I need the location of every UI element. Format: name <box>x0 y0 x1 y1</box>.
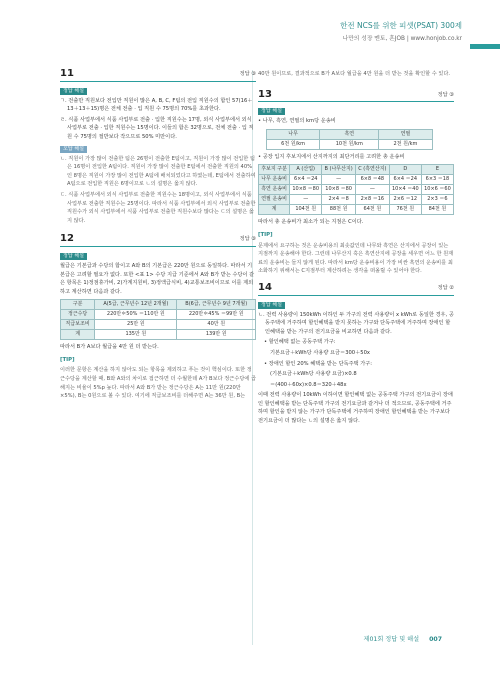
table-header: 구분 <box>61 300 95 310</box>
bullet-text: • 장애인 할인 20% 혜택을 받는 단독주택 가구: <box>264 360 373 367</box>
table-header: E <box>421 165 453 175</box>
footer-label: 제01회 정답 및 해설 <box>363 636 420 643</box>
right-column <box>258 70 454 428</box>
table-cell: 계 <box>61 330 95 340</box>
conclusion-text: 따라서 총 운송비가 최소가 되는 지점은 C이다. <box>258 219 364 226</box>
table-cell: 2×4 ＝8 <box>322 195 356 205</box>
table-cell: 2×3 ＝6 <box>421 195 453 205</box>
transport-cost-table <box>258 164 454 215</box>
table-cell: 직급보조비 <box>61 320 95 330</box>
page-number: 007 <box>429 636 442 643</box>
table-cell: 10×6 ＝60 <box>421 185 453 195</box>
table-cell: 정근수당 <box>61 310 95 320</box>
table-cell: 139만 원 <box>177 330 256 340</box>
table-cell: 220만＊45% ＝99만 원 <box>177 310 256 320</box>
salary-table <box>60 299 256 340</box>
bullet-text: • 할인혜택 없는 공동주택 가구: <box>264 339 336 346</box>
question-13-header <box>258 88 454 103</box>
question-number: 13 <box>258 88 272 100</box>
bullet-text: • 나무, 흑연, 연필의 km당 운송비 <box>258 118 336 125</box>
table-cell: 25만 원 <box>95 320 177 330</box>
question-14-header <box>258 281 454 296</box>
table-row <box>61 310 256 320</box>
correct-explanation-tag: 정답 해설 <box>258 302 285 309</box>
explanation-paragraph: ㄴ. 전력 사용량이 150kWh 이하인 두 가구의 전력 사용량이 x kWh로 동일한 경우, 공동주택에 거주하며 할인혜택을 받지 못하는 가구와 단독주택에 거주하며 장애인 할인혜택을 받는 가구의 전기요금을 비교하면 다음과 같다. <box>258 311 454 335</box>
table-cell: 6×4 ＝24 <box>290 175 322 185</box>
table-header: C (흑연산지) <box>355 165 389 175</box>
table-header: B (나무산지) <box>322 165 356 175</box>
table-cell: 10×4 ＝40 <box>389 185 421 195</box>
question-number: 11 <box>60 68 74 79</box>
table-cell: 76천 원 <box>389 205 421 215</box>
header-title: 한전 NCS를 위한 피셋(PSAT) 300제 <box>340 21 462 30</box>
page-footer <box>363 634 442 643</box>
conclusion-text: 따라서 B가 A보다 월급을 4만 원 더 받는다. <box>60 344 159 351</box>
explanation-paragraph: ㄴ. 직원이 가장 많이 전출한 팀은 26명이 전출한 E팀이고, 직원이 가장 많이 전입한 팀은 16명이 전입한 A팀이다. 직원이 가장 많이 전출한 E팀에서 전출한 직원의 40%인 8명은 직원이 가장 많이 전입한 A팀에 배치되었다고 하였는데, E팀에서 전출하여 A팀으로 전입한 직원은 6명이므로 ㄴ의 설명은 옳지 않다. <box>60 155 256 188</box>
table-row <box>259 195 454 205</box>
explanation-paragraph: 이때 전력 사용량이 10kWh 이하이면 할인혜택 없는 공동주택 가구의 전기요금이 장애인 할인혜택을 받는 단독주택 가구의 전기요금과 같거나 더 적으므로, 공동주택에 거주하며 할인을 받지 않는 가구가 단독주택에 거주하며 장애인 할인혜택을 받는 가구보다 전기요금이 더 많다는 ㄴ의 설명은 옳지 않다. <box>258 392 453 425</box>
table-cell: 220만＊50% ＝110만 원 <box>95 310 177 320</box>
table-header: 연필 <box>379 129 432 139</box>
correct-explanation-tag: 정답 해설 <box>60 253 87 260</box>
table-cell: 88천 원 <box>322 205 356 215</box>
table-cell: 2×6 ＝12 <box>389 195 421 205</box>
table-header: 후보지 구분 <box>259 165 290 175</box>
table-cell: 6×3 ＝18 <box>421 175 453 185</box>
table-header: 흑연 <box>320 129 379 139</box>
table-row <box>259 205 454 215</box>
correct-explanation-tag: 정답 해설 <box>60 88 87 95</box>
table-header: B(6급, 근무년수 9년 7개월) <box>177 300 256 310</box>
answer-label: 정답 ③ <box>239 71 256 77</box>
explanation-paragraph: 월급은 기본급과 수당의 합이고 A와 B의 기본급은 220만 원으로 동일하다. 따라서 기본급은 고려할 필요가 없다. 또한 <표 1> 수당 지급 기준에서 A와 B가 받는 수당이 같은 항목은 1)정점휴가비, 2)가계지원비, 3)정액급식비, 4)교통보조비이므로 이를 제외하고 계산하면 다음과 같다. <box>60 262 255 295</box>
unit-cost-table <box>266 129 433 150</box>
header-accent-bar <box>470 44 500 49</box>
left-column <box>60 70 256 403</box>
question-11-header <box>60 70 256 82</box>
table-cell: 10×8 ＝80 <box>322 185 356 195</box>
table-header: A(5급, 근무년수 12년 2개월) <box>95 300 177 310</box>
table-cell: — <box>355 185 389 195</box>
table-header: D <box>389 165 421 175</box>
tip-label: [TIP] <box>258 231 273 238</box>
table-cell: — <box>322 175 356 185</box>
table-cell: 6천 원/km <box>267 139 320 149</box>
header-subtitle: 나만의 성장 멘토, 혼JOB | www.honjob.co.kr <box>342 36 462 42</box>
answer-label: 정답 ② <box>437 284 454 291</box>
table-row <box>61 330 256 340</box>
question-12-header <box>60 235 256 247</box>
table-cell: 6×4 ＝24 <box>389 175 421 185</box>
table-row <box>61 320 256 330</box>
table-header: A (산업) <box>290 165 322 175</box>
wrong-explanation-tag: 오답 해설 <box>60 146 87 153</box>
table-cell: — <box>290 195 322 205</box>
tip-label: [TIP] <box>60 356 75 363</box>
question-number: 12 <box>60 233 74 245</box>
explanation-paragraph: ㄷ. 식품 사업부에서 외식 사업부로 전출한 직원수는 18명이고, 외식 사업부에서 식품 사업부로 전출한 직원수는 25명이다. 따라서 식품 사업부에서 외식 사업부로 전출한 직원수가 외식 사업부에서 식품 사업부로 전출한 직원수보다 많다는 ㄷ의 설명은 옳지 않다. <box>60 191 256 224</box>
table-row <box>259 185 454 195</box>
explanation-paragraph: ㄱ. 전출만 직원보다 전입만 직원이 많은 A, B, C, F팀의 전입 직원수의 합인 57(16＋13＋13＋15)명은 전체 전출 · 입 직원 수 75명의 70%를 초과한다. <box>60 97 253 113</box>
table-cell: 연필 운송비 <box>259 195 290 205</box>
tip-text: 이러한 문항은 계산을 하지 않아도 되는 항목을 제외하고 푸는 것이 핵심이다. 또한 정근수당을 계산할 때, B와 A와의 차이로 접근하면 더 수월한데 A가 B보다 정근수당에 곱해지는 비율이 5%p 높다. 따라서 A와 B가 받는 정근수당은 A는 11만 원(220만×5%), B는 0원으로 볼 수 있다. 여기에 직급보조비를 더해주면 A는 36만 원, B는 <box>60 367 257 400</box>
continued-text: 40만 원이므로, 결과적으로 B가 A보다 월급을 4만 원을 더 받는 것을 확인할 수 있다. <box>258 71 451 77</box>
bullet-text: • 공장 입지 후보지에서 산지까지의 최단거리를 고려한 총 운송비 <box>258 153 405 160</box>
table-cell: 나무 운송비 <box>259 175 290 185</box>
question-number: 14 <box>258 281 272 293</box>
table-cell: 84천 원 <box>421 205 453 215</box>
table-cell: 135만 원 <box>95 330 177 340</box>
formula-text: 기본요금＋kWh당 사용량 요금＝300＋50x <box>270 349 370 356</box>
answer-label: 정답 ③ <box>239 236 256 243</box>
answer-label: 정답 ③ <box>437 91 454 98</box>
table-cell: 104천 원 <box>290 205 322 215</box>
formula-text: (기본요금＋kWh당 사용량 요금)×0.8 <box>270 371 357 378</box>
tip-text: 문제에서 요구하는 것은 운송비용의 최솟값인데 나무와 흑연은 산지에서 공장이 있는 지점까지 운송해야 한다. 그런데 나무산지 혹은 흑연산지에 공장을 세우면 어느 한 원재료의 운송비는 들지 않게 된다. 따라서 km당 운송비용이 가장 비싼 흑연의 운송비를 최소화하기 위해서는 C지점부터 계산하려는 생각을 떠올릴 수 있어야 한다. <box>258 242 454 275</box>
table-cell: 64천 원 <box>355 205 389 215</box>
table-header: 나무 <box>267 129 320 139</box>
table-cell: 10천 원/km <box>320 139 379 149</box>
formula-text: ＝(400＋60x)×0.8＝320＋48x <box>270 381 347 388</box>
table-cell: 40만 원 <box>177 320 256 330</box>
table-cell: 2천 원/km <box>379 139 432 149</box>
explanation-paragraph: ㄹ. 식품 사업부에서 식품 사업부로 전출 · 입한 직원수는 17명, 외식 사업부에서 외식사업부로 전출 · 입한 직원수는 15명이다. 이들의 합은 32명으로, 전체 전출 · 입 직원 수 75명의 절반보다 작으므로 50% 미만이다. <box>60 116 254 140</box>
table-row <box>259 175 454 185</box>
table-cell: 흑연 운송비 <box>259 185 290 195</box>
correct-explanation-tag: 정답 해설 <box>258 108 285 115</box>
page-header <box>0 0 500 50</box>
table-cell: 2×8 ＝16 <box>355 195 389 205</box>
table-cell: 6×8 ＝48 <box>355 175 389 185</box>
table-cell: 계 <box>259 205 290 215</box>
table-cell: 10×8 ＝80 <box>290 185 322 195</box>
table-row <box>267 139 433 149</box>
